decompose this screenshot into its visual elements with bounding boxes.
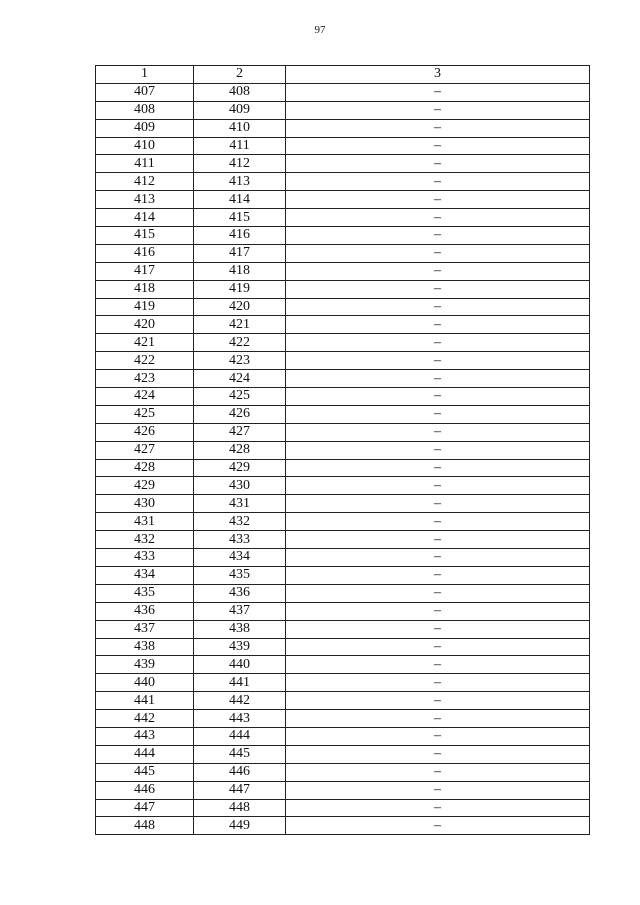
table-cell-col1: 437	[96, 620, 194, 638]
table-row	[96, 781, 590, 799]
table-cell-col2: 433	[194, 531, 286, 549]
table-cell-col1: 435	[96, 584, 194, 602]
table-cell-col1: 430	[96, 495, 194, 513]
table-cell-col3: –	[286, 280, 590, 298]
table-row	[96, 244, 590, 262]
table-row	[96, 674, 590, 692]
table-cell-col3: –	[286, 227, 590, 245]
table-row	[96, 727, 590, 745]
table-cell-col1: 419	[96, 298, 194, 316]
table-cell-col2: 431	[194, 495, 286, 513]
table-row	[96, 298, 590, 316]
table-cell-col3: –	[286, 459, 590, 477]
table-row	[96, 495, 590, 513]
table-cell-col3: –	[286, 441, 590, 459]
table-cell-col1: 418	[96, 280, 194, 298]
table-row	[96, 405, 590, 423]
column-header-2: 2	[194, 66, 286, 84]
table-row	[96, 209, 590, 227]
table-cell-col2: 419	[194, 280, 286, 298]
table-cell-col2: 436	[194, 584, 286, 602]
table-cell-col3: –	[286, 244, 590, 262]
table-cell-col3: –	[286, 316, 590, 334]
table-cell-col3: –	[286, 513, 590, 531]
table-cell-col3: –	[286, 799, 590, 817]
table-cell-col2: 414	[194, 191, 286, 209]
table-cell-col1: 433	[96, 549, 194, 567]
table-row	[96, 173, 590, 191]
table-cell-col3: –	[286, 423, 590, 441]
table-cell-col3: –	[286, 137, 590, 155]
table-cell-col3: –	[286, 298, 590, 316]
table-row	[96, 280, 590, 298]
table-cell-col1: 442	[96, 710, 194, 728]
table-row	[96, 441, 590, 459]
table-cell-col3: –	[286, 692, 590, 710]
table-cell-col3: –	[286, 549, 590, 567]
table-cell-col3: –	[286, 405, 590, 423]
table-cell-col1: 423	[96, 370, 194, 388]
table-cell-col3: –	[286, 370, 590, 388]
table-row	[96, 745, 590, 763]
table-cell-col3: –	[286, 495, 590, 513]
table-cell-col1: 416	[96, 244, 194, 262]
table-cell-col1: 411	[96, 155, 194, 173]
table-cell-col2: 442	[194, 692, 286, 710]
table-cell-col2: 411	[194, 137, 286, 155]
table-cell-col2: 418	[194, 262, 286, 280]
table-cell-col1: 412	[96, 173, 194, 191]
table-cell-col3: –	[286, 101, 590, 119]
table-cell-col2: 446	[194, 763, 286, 781]
table-cell-col2: 425	[194, 388, 286, 406]
table-row	[96, 352, 590, 370]
table-body	[96, 83, 590, 834]
table-cell-col2: 413	[194, 173, 286, 191]
table-cell-col3: –	[286, 584, 590, 602]
table-cell-col1: 438	[96, 638, 194, 656]
table-cell-col2: 427	[194, 423, 286, 441]
table-row	[96, 191, 590, 209]
table-cell-col2: 440	[194, 656, 286, 674]
table-cell-col2: 439	[194, 638, 286, 656]
table-cell-col1: 425	[96, 405, 194, 423]
table-cell-col2: 417	[194, 244, 286, 262]
table-row	[96, 692, 590, 710]
table-cell-col1: 417	[96, 262, 194, 280]
table-cell-col1: 447	[96, 799, 194, 817]
table-cell-col2: 410	[194, 119, 286, 137]
table-row	[96, 763, 590, 781]
table-cell-col2: 430	[194, 477, 286, 495]
table-cell-col2: 412	[194, 155, 286, 173]
table-cell-col3: –	[286, 656, 590, 674]
table-cell-col2: 449	[194, 817, 286, 835]
table-cell-col3: –	[286, 191, 590, 209]
table-cell-col2: 422	[194, 334, 286, 352]
table-cell-col3: –	[286, 602, 590, 620]
table-cell-col1: 431	[96, 513, 194, 531]
page-number: 97	[314, 24, 326, 36]
table-cell-col1: 428	[96, 459, 194, 477]
table-cell-col1: 448	[96, 817, 194, 835]
table-cell-col3: –	[286, 745, 590, 763]
table-row	[96, 477, 590, 495]
table-cell-col3: –	[286, 173, 590, 191]
table-row	[96, 334, 590, 352]
table-cell-col2: 421	[194, 316, 286, 334]
table-cell-col2: 447	[194, 781, 286, 799]
table-row	[96, 799, 590, 817]
table-row	[96, 531, 590, 549]
table-cell-col3: –	[286, 531, 590, 549]
table-cell-col3: –	[286, 817, 590, 835]
table-cell-col1: 420	[96, 316, 194, 334]
table-row	[96, 656, 590, 674]
table-cell-col1: 439	[96, 656, 194, 674]
table-cell-col2: 420	[194, 298, 286, 316]
table-cell-col1: 410	[96, 137, 194, 155]
table-cell-col3: –	[286, 620, 590, 638]
table-cell-col2: 443	[194, 710, 286, 728]
table-cell-col2: 428	[194, 441, 286, 459]
table-header-row	[96, 66, 590, 84]
table-cell-col3: –	[286, 477, 590, 495]
table-cell-col1: 413	[96, 191, 194, 209]
table-row	[96, 262, 590, 280]
table-cell-col2: 408	[194, 83, 286, 101]
table-row	[96, 83, 590, 101]
table-cell-col1: 440	[96, 674, 194, 692]
table-cell-col1: 445	[96, 763, 194, 781]
table-row	[96, 710, 590, 728]
table-cell-col3: –	[286, 155, 590, 173]
table-row	[96, 513, 590, 531]
table-cell-col1: 422	[96, 352, 194, 370]
table-cell-col1: 446	[96, 781, 194, 799]
table-cell-col1: 427	[96, 441, 194, 459]
table-row	[96, 388, 590, 406]
table-row	[96, 817, 590, 835]
table-cell-col3: –	[286, 781, 590, 799]
table-cell-col2: 441	[194, 674, 286, 692]
table-cell-col2: 423	[194, 352, 286, 370]
table-cell-col3: –	[286, 638, 590, 656]
table-row	[96, 459, 590, 477]
table-cell-col3: –	[286, 710, 590, 728]
table-row	[96, 566, 590, 584]
table-cell-col3: –	[286, 209, 590, 227]
table-cell-col1: 426	[96, 423, 194, 441]
table-cell-col2: 432	[194, 513, 286, 531]
table-row	[96, 227, 590, 245]
table-cell-col1: 415	[96, 227, 194, 245]
table-cell-col2: 409	[194, 101, 286, 119]
table-cell-col2: 437	[194, 602, 286, 620]
table-cell-col3: –	[286, 763, 590, 781]
table-cell-col1: 414	[96, 209, 194, 227]
data-table	[95, 65, 590, 835]
table-cell-col3: –	[286, 388, 590, 406]
table-cell-col1: 443	[96, 727, 194, 745]
table-row	[96, 119, 590, 137]
table-cell-col1: 429	[96, 477, 194, 495]
table-cell-col2: 416	[194, 227, 286, 245]
table-cell-col2: 424	[194, 370, 286, 388]
table-row	[96, 620, 590, 638]
table-cell-col2: 438	[194, 620, 286, 638]
table-cell-col3: –	[286, 674, 590, 692]
table-cell-col1: 409	[96, 119, 194, 137]
table-cell-col2: 429	[194, 459, 286, 477]
table-cell-col3: –	[286, 334, 590, 352]
table-cell-col1: 421	[96, 334, 194, 352]
table-cell-col3: –	[286, 727, 590, 745]
column-header-3: 3	[286, 66, 590, 84]
table-row	[96, 549, 590, 567]
column-header-1: 1	[96, 66, 194, 84]
table-cell-col2: 448	[194, 799, 286, 817]
table-cell-col1: 432	[96, 531, 194, 549]
table-row	[96, 101, 590, 119]
table-cell-col2: 434	[194, 549, 286, 567]
table-cell-col1: 436	[96, 602, 194, 620]
table-cell-col1: 444	[96, 745, 194, 763]
table-row	[96, 370, 590, 388]
table-cell-col1: 441	[96, 692, 194, 710]
table-row	[96, 423, 590, 441]
table-cell-col3: –	[286, 83, 590, 101]
table-header	[96, 66, 590, 84]
table-cell-col3: –	[286, 566, 590, 584]
table-cell-col1: 424	[96, 388, 194, 406]
table-cell-col3: –	[286, 119, 590, 137]
table-cell-col2: 445	[194, 745, 286, 763]
table-cell-col1: 408	[96, 101, 194, 119]
table-row	[96, 584, 590, 602]
table-row	[96, 602, 590, 620]
table-cell-col1: 407	[96, 83, 194, 101]
table-row	[96, 137, 590, 155]
table-row	[96, 155, 590, 173]
table-row	[96, 316, 590, 334]
table-cell-col3: –	[286, 262, 590, 280]
table-row	[96, 638, 590, 656]
table-cell-col2: 444	[194, 727, 286, 745]
table-cell-col2: 426	[194, 405, 286, 423]
table-cell-col2: 415	[194, 209, 286, 227]
table-cell-col3: –	[286, 352, 590, 370]
table-cell-col2: 435	[194, 566, 286, 584]
table-cell-col1: 434	[96, 566, 194, 584]
